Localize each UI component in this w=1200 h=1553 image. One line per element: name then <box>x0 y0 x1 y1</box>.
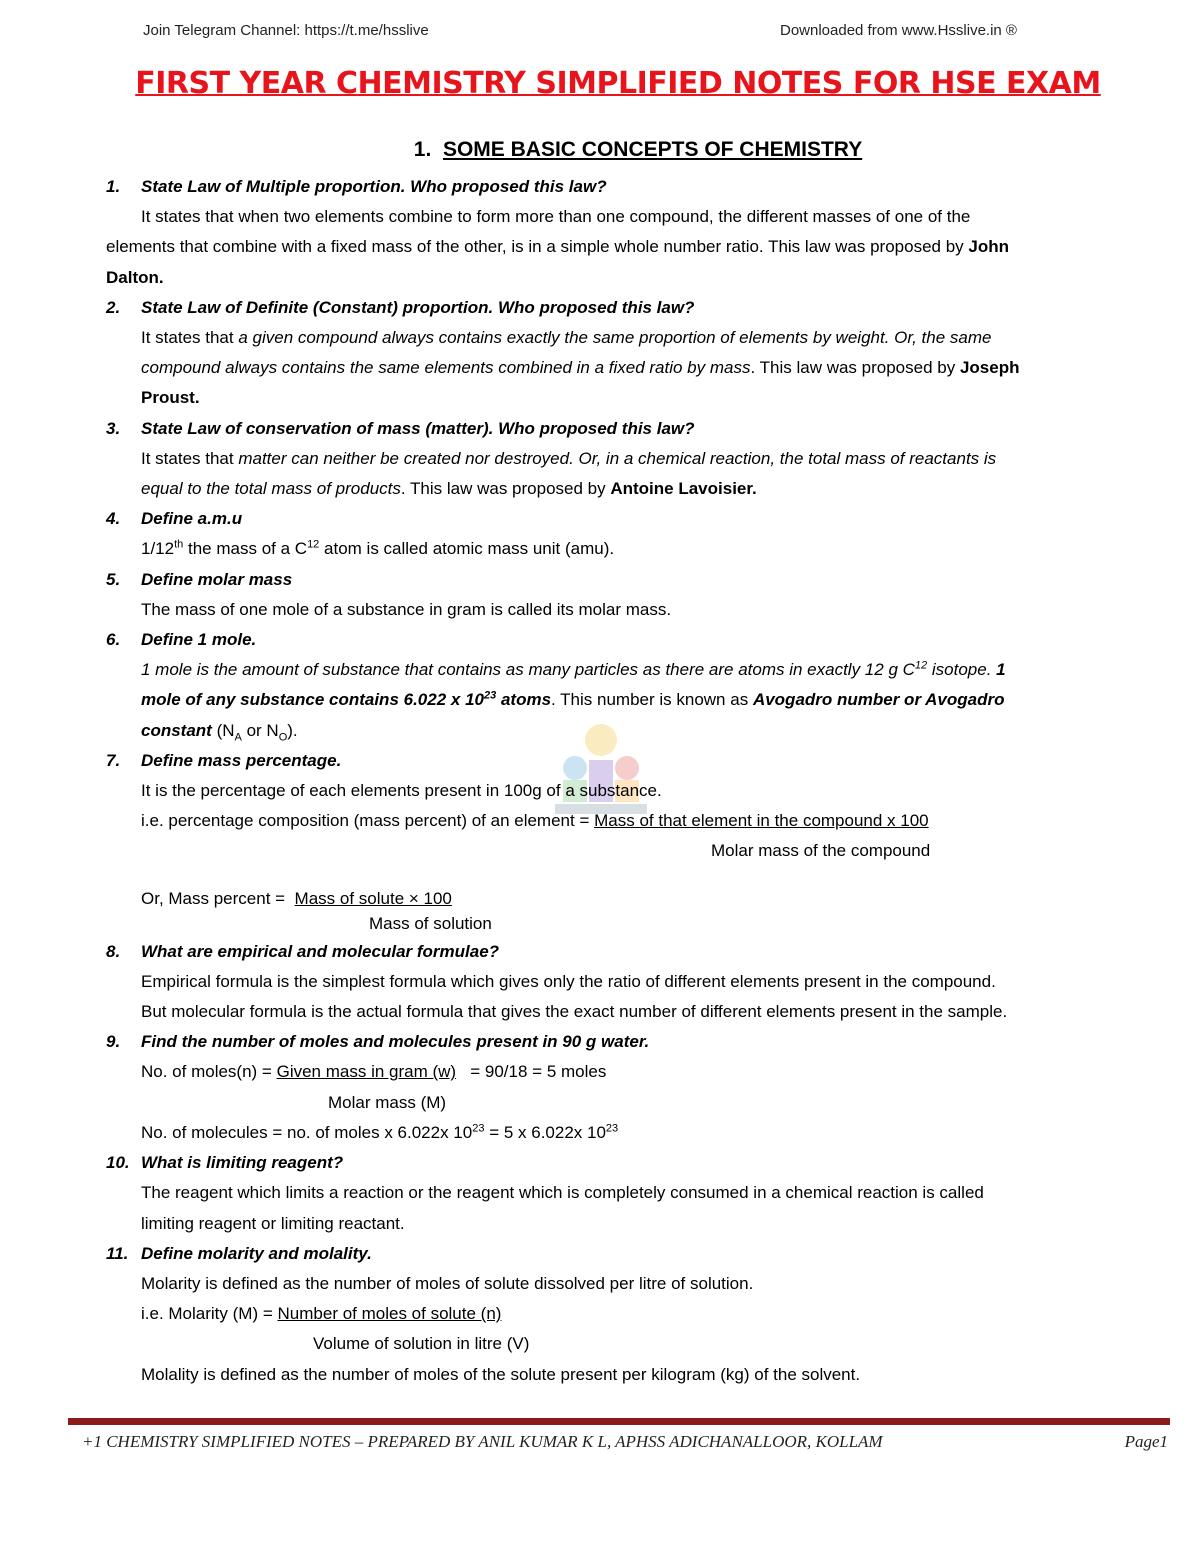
page-title: FIRST YEAR CHEMISTRY SIMPLIFIED NOTES FOR HSE EXAM <box>135 66 1101 101</box>
question-6: 6. Define 1 mole. <box>106 630 257 650</box>
chapter-number: 1. <box>413 138 432 161</box>
answer-9: No. of moles(n) = Given mass in gram (w) = 90/18 = 5 moles Molar mass (M) No. of molecules = no. of moles x 6.022x $10^{23} = 5$ x 6.022x $10^{23}$ <box>106 1057 1172 1148</box>
answer-3: It states that matter can neither be created nor destroyed. Or, in a chemical reaction, the total mass of reactants is equal to the total mass of products. This law was proposed by Antoine Lavoisier. <box>141 448 997 499</box>
chapter-heading <box>0 138 1200 162</box>
page-number: Page1 <box>1124 1432 1168 1451</box>
header-download-source: Downloaded from www.Hsslive.in ® <box>780 22 1017 39</box>
fraction-numerator: Mass of solute × 100 <box>294 888 452 908</box>
document-body <box>106 172 1172 1390</box>
answer-6: 1 mole is the amount of substance that contains as many particles as there are atoms in exactly 12 g $C^{12}$ isotope. 1 mole of any substance contains 6.022 x $10^{23}$ atoms. This number is known as Avogadro number or Avogadro constant ($N_A$ or $N_O$). <box>141 659 1006 744</box>
fraction-denominator: Molar mass (M) <box>328 1092 447 1112</box>
mass-percent-solution-formula: Or, Mass percent = Mass of solute × 100 <box>141 888 452 908</box>
answer-11: Molarity is defined as the number of moles of solute dissolved per litre of solution. i.e. Molarity (M) = Number of moles of solute (n) Volume of solution in litre (V) Molality is defined as the number of moles of the solute present per kilogram (kg) of the solvent. <box>106 1269 1172 1390</box>
molarity-formula: i.e. Molarity (M) = Number of moles of solute (n) <box>141 1304 502 1324</box>
question-3: 3. State Law of conservation of mass (matter). Who proposed this law? <box>106 418 695 438</box>
chapter-name: SOME BASIC CONCEPTS OF CHEMISTRY <box>442 138 863 161</box>
fraction-denominator: Volume of solution in litre (V) <box>313 1334 530 1354</box>
answer-1: It states that when two elements combine to form more than one compound, the different masses of one of the elements that combine with a fixed mass of the other, is in a simple whole number ratio. This law was proposed by John Dalton. <box>106 207 1010 287</box>
question-4: 4. Define a.m.u <box>106 509 243 529</box>
answer-10: The reagent which limits a reaction or the reagent which is completely consumed in a chemical reaction is called limiting reagent or limiting reactant. <box>141 1183 984 1233</box>
fraction-numerator: Number of moles of solute (n) <box>277 1304 502 1324</box>
question-5: 5. Define molar mass <box>106 569 293 589</box>
question-1: 1. State Law of Multiple proportion. Who proposed this law? <box>106 177 607 196</box>
fraction-numerator: Given mass in gram (w) <box>276 1062 457 1082</box>
footer-divider <box>68 1418 1170 1425</box>
question-10: 10. What is limiting reagent? <box>106 1153 344 1173</box>
answer-4: 1/12th the mass of a $C^{12}$ atom is called atomic mass unit (amu). <box>141 538 615 559</box>
question-7: 7. Define mass percentage. <box>106 750 342 770</box>
question-8: 8. What are empirical and molecular formulae? <box>106 941 500 961</box>
page-footer <box>82 1432 1168 1452</box>
question-9: 9. Find the number of moles and molecules present in 90 g water. <box>106 1032 650 1052</box>
question-11: 11. Define molarity and molality. <box>106 1243 372 1263</box>
fraction-numerator: Mass of that element in the compound x 100 <box>594 811 929 831</box>
answer-7: It is the percentage of each elements present in 100g of a substance. i.e. percentage composition (mass percent) of an element = Mass of that element in the compound x 100 Molar mass of the compound Or, Mass percent = Mass of solute × 100 Mass of solution <box>106 776 1172 937</box>
answer-2: It states that a given compound always contains exactly the same proportion of elements by weight. Or, the same compound always contains the same elements combined in a fixed ratio by mass. This law was proposed by Joseph Proust. <box>141 328 1020 408</box>
answer-8: Empirical formula is the simplest formula which gives only the ratio of different elements present in the compound. But molecular formula is the actual formula that gives the exact number of different elements present in the sample. <box>141 971 1008 1022</box>
fraction-denominator: Molar mass of the compound <box>711 841 931 861</box>
header-telegram: Join Telegram Channel: https://t.me/hsslive <box>143 22 429 39</box>
mass-percent-formula: i.e. percentage composition (mass percent) of an element = Mass of that element in the compound x 100 <box>141 811 929 831</box>
answer-5: The mass of one mole of a substance in gram is called its molar mass. <box>141 599 672 619</box>
moles-formula: No. of moles(n) = Given mass in gram (w) = 90/18 = 5 moles <box>141 1062 607 1082</box>
question-2: 2. State Law of Definite (Constant) proportion. Who proposed this law? <box>106 297 695 317</box>
footer-credit: +1 CHEMISTRY SIMPLIFIED NOTES – PREPARED BY ANIL KUMAR K L, APHSS ADICHANALLOOR, KOLLAM <box>82 1432 883 1451</box>
fraction-denominator: Mass of solution <box>369 913 492 933</box>
